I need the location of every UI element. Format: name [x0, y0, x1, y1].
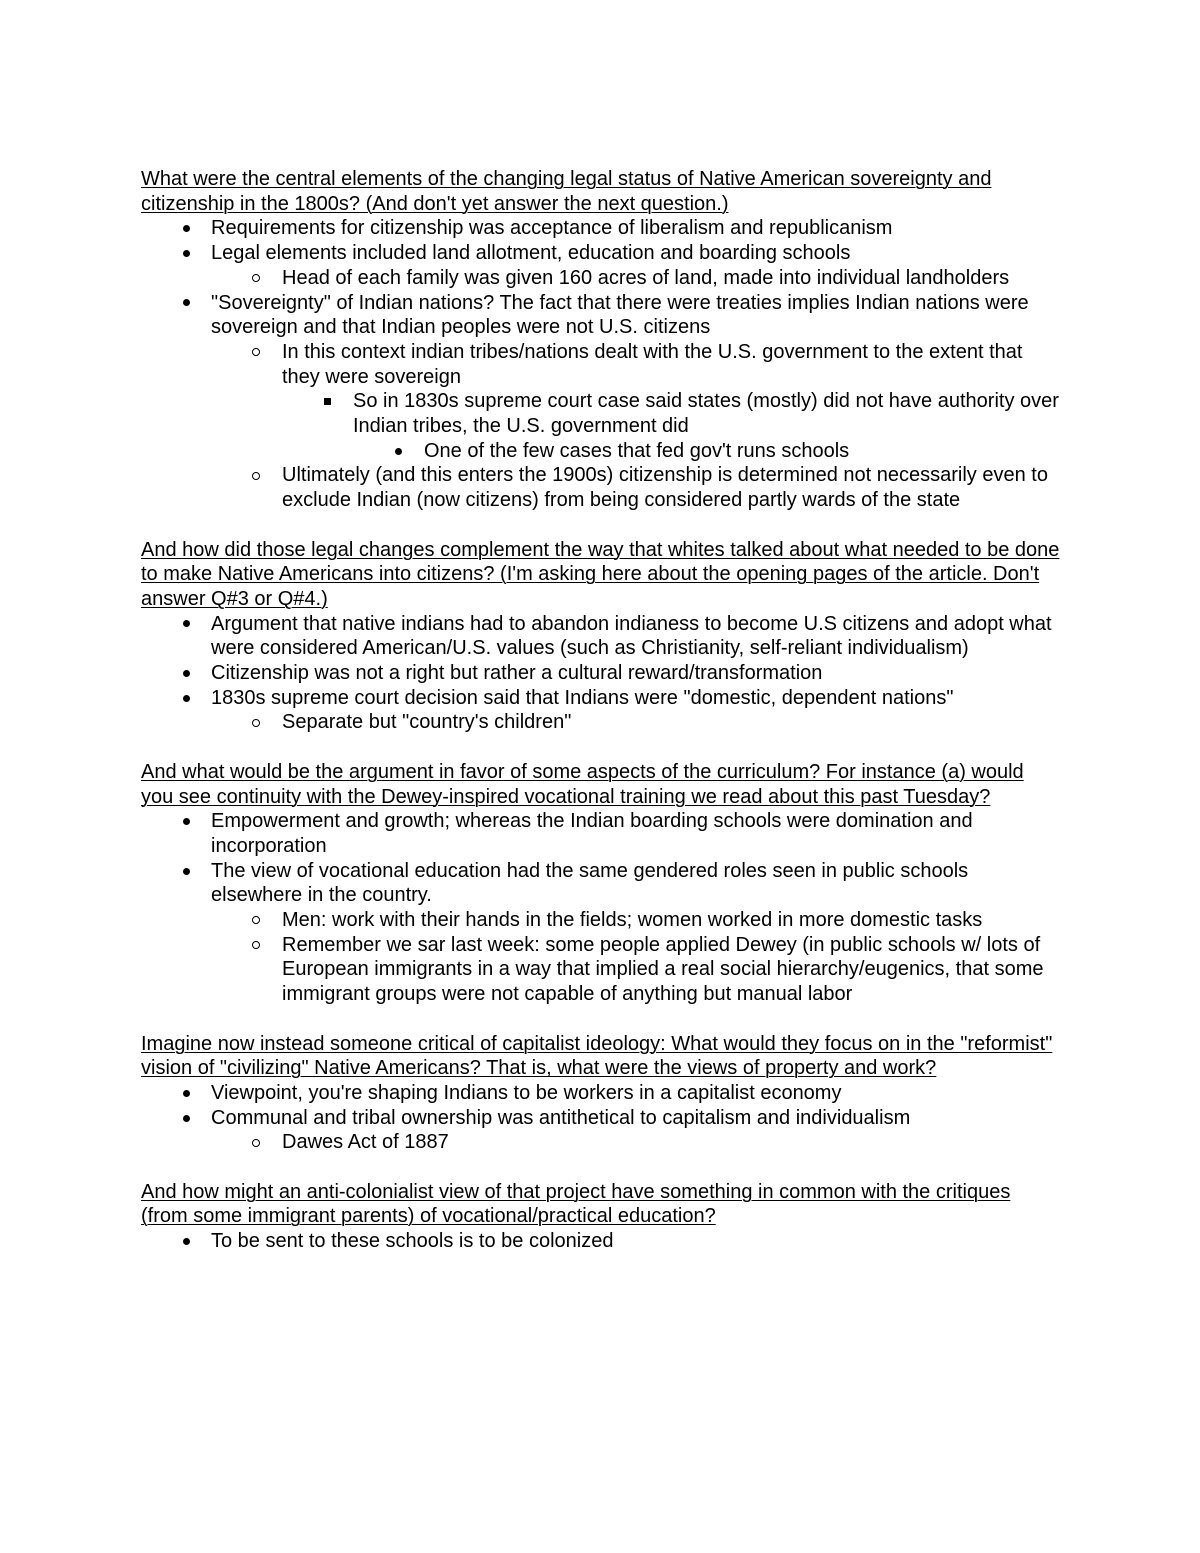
list-item — [141, 241, 1061, 266]
bullet-disc-icon — [179, 291, 193, 316]
list-item — [141, 1106, 1061, 1131]
bullet-circle-icon — [249, 340, 263, 365]
list-item-text: To be sent to these schools is to be colonized — [211, 1230, 614, 1253]
question-4: Imagine now instead someone critical of capitalist ideology: What would they focus on in the "reformist" vision of "civilizing" Native Americans? That is, what were the views of property and work? — [141, 1032, 1053, 1080]
list-item — [141, 266, 1061, 291]
list-item-text: 1830s supreme court decision said that Indians were "domestic, dependent nations" — [211, 686, 954, 709]
list-item-text: Ultimately (and this enters the 1900s) citizenship is determined not necessarily even to exclude Indian (now citizens) from being considered partly wards of the state — [282, 464, 1048, 512]
list-item — [141, 216, 1061, 241]
section-4 — [141, 1032, 1061, 1156]
list-item-text: Men: work with their hands in the fields; women worked in more domestic tasks — [282, 909, 983, 932]
section-2 — [141, 538, 1061, 736]
section-3 — [141, 760, 1061, 1007]
list-item-text: Dawes Act of 1887 — [282, 1131, 449, 1154]
list-item-text: Legal elements included land allotment, education and boarding schools — [211, 242, 851, 265]
list-item-text: Viewpoint, you're shaping Indians to be workers in a capitalist economy — [211, 1081, 842, 1104]
question-3: And what would be the argument in favor of some aspects of the curriculum? For instance (a) would you see continuity with the Dewey-inspired vocational training we read about this past Tuesday? — [141, 760, 1024, 808]
section-1 — [141, 167, 1061, 513]
bullet-disc-icon — [179, 1229, 193, 1254]
section-5 — [141, 1180, 1061, 1254]
answer-list-2 — [141, 612, 1061, 736]
bullet-disc-icon — [179, 859, 193, 884]
list-item-text: Requirements for citizenship was acceptance of liberalism and republicanism — [211, 217, 893, 240]
bullet-circle-icon — [249, 933, 263, 958]
list-item — [141, 340, 1061, 389]
list-item — [141, 1130, 1061, 1155]
list-item-text: The view of vocational education had the same gendered roles seen in public schools elsewhere in the country. — [211, 859, 969, 907]
list-item — [141, 612, 1061, 661]
bullet-disc-icon — [179, 686, 193, 711]
bullet-disc-icon — [179, 809, 193, 834]
list-item — [141, 859, 1061, 908]
bullet-circle-icon — [249, 710, 263, 735]
list-item-text: One of the few cases that fed gov't runs schools — [424, 439, 850, 462]
list-item — [141, 933, 1061, 1007]
bullet-circle-icon — [249, 266, 263, 291]
answer-list-3 — [141, 809, 1061, 1007]
question-2: And how did those legal changes complement the way that whites talked about what needed to be done to make Native Americans into citizens? (I'm asking here about the opening pages of the article. Don't answer Q#3 or Q#4.) — [141, 538, 1060, 610]
bullet-circle-icon — [249, 908, 263, 933]
bullet-circle-icon — [249, 463, 263, 488]
bullet-disc-icon — [179, 216, 193, 241]
list-item — [141, 1081, 1061, 1106]
answer-list-4 — [141, 1081, 1061, 1155]
list-item-text: Communal and tribal ownership was antithetical to capitalism and individualism — [211, 1106, 911, 1129]
bullet-disc-icon — [391, 439, 405, 464]
list-item-text: So in 1830s supreme court case said states (mostly) did not have authority over Indian tribes, the U.S. government did — [353, 390, 1059, 438]
list-item — [141, 809, 1061, 858]
list-item-text: Citizenship was not a right but rather a cultural reward/transformation — [211, 662, 823, 685]
bullet-square-icon — [320, 389, 334, 414]
list-item — [141, 908, 1061, 933]
list-item-text: Empowerment and growth; whereas the Indian boarding schools were domination and incorporation — [211, 810, 973, 857]
list-item — [141, 1229, 1061, 1254]
list-item-text: In this context indian tribes/nations dealt with the U.S. government to the extent that they were sovereign — [282, 340, 1023, 388]
answer-list-5 — [141, 1229, 1061, 1254]
bullet-disc-icon — [179, 661, 193, 686]
bullet-circle-icon — [249, 1130, 263, 1155]
answer-list-1 — [141, 216, 1061, 512]
bullet-disc-icon — [179, 241, 193, 266]
list-item-text: "Sovereignty" of Indian nations? The fact that there were treaties implies Indian nations were sovereign and that Indian peoples were not U.S. citizens — [211, 291, 1029, 339]
list-item-text: Separate but "country's children" — [282, 711, 572, 734]
list-item-text: Head of each family was given 160 acres of land, made into individual landholders — [282, 266, 1010, 289]
question-1: What were the central elements of the changing legal status of Native American sovereignty and citizenship in the 1800s? (And don't yet answer the next question.) — [141, 168, 992, 215]
list-item-text: Argument that native indians had to abandon indianess to become U.S citizens and adopt what were considered American/U.S. values (such as Christianity, self-reliant individualism) — [211, 612, 1052, 660]
bullet-disc-icon — [179, 1081, 193, 1106]
list-item — [141, 291, 1061, 340]
list-item — [141, 686, 1061, 711]
list-item — [141, 463, 1061, 512]
list-item — [141, 389, 1061, 438]
bullet-disc-icon — [179, 1106, 193, 1131]
question-5: And how might an anti-colonialist view of that project have something in common with the critiques (from some immigrant parents) of vocational/practical education? — [141, 1180, 1011, 1228]
list-item — [141, 710, 1061, 735]
document-page — [141, 167, 1061, 1279]
list-item — [141, 439, 1061, 464]
list-item-text: Remember we sar last week: some people applied Dewey (in public schools w/ lots of European immigrants in a way that implied a real social hierarchy/eugenics, that some immigrant groups were not capable of anything but manual labor — [282, 933, 1044, 1006]
bullet-disc-icon — [179, 612, 193, 637]
list-item — [141, 661, 1061, 686]
